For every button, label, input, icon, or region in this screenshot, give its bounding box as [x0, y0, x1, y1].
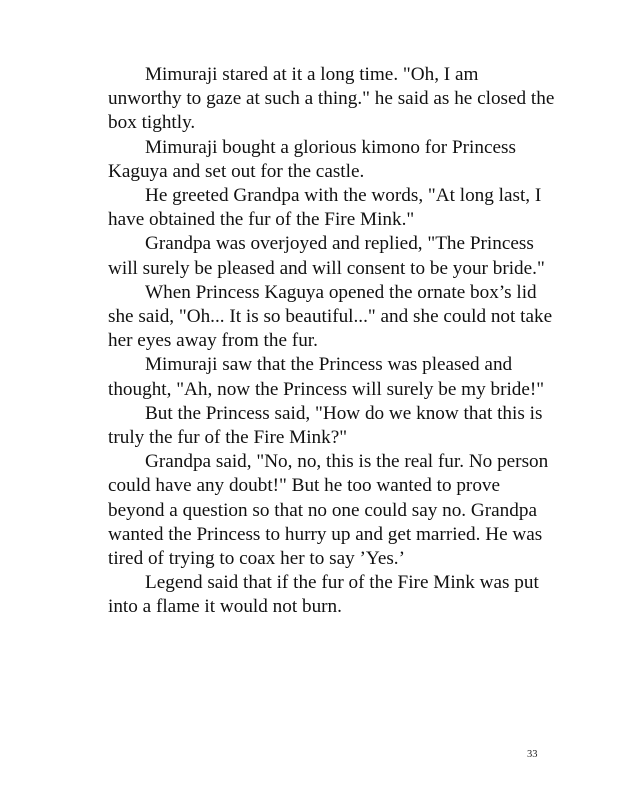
paragraph: Mimuraji stared at it a long time. "Oh, I am unworthy to gaze at such a thing." he said as he closed the box tightly.	[108, 64, 555, 134]
paragraph: But the Princess said, "How do we know that this is truly the fur of the Fire Mink?"	[108, 402, 543, 449]
page-number: 33	[527, 749, 538, 760]
paragraph: Legend said that if the fur of the Fire Mink was put into a flame it would not burn.	[108, 572, 539, 618]
paragraph: Mimuraji bought a glorious kimono for Princess Kaguya and set out for the castle.	[108, 136, 516, 182]
paragraph: Grandpa said, "No, no, this is the real fur. No person could have any doubt!" But he too wanted to prove beyond a question so that no one could say no. Grandpa wanted the Princess to hurry up and get married. He was tired of trying to coax her to say ’Yes.’	[108, 451, 549, 570]
paragraph: Mimuraji saw that the Princess was pleased and thought, "Ah, now the Princess will surely be my bride!"	[108, 354, 545, 400]
paragraph: When Princess Kaguya opened the ornate box’s lid she said, "Oh... It is so beautiful..." and she could not take her eyes away from the fur.	[108, 281, 553, 352]
paragraph: He greeted Grandpa with the words, "At long last, I have obtained the fur of the Fire Mink."	[108, 185, 542, 231]
paragraph: Grandpa was overjoyed and replied, "The Princess will surely be pleased and will consent to be your bride."	[108, 233, 545, 279]
story-text	[108, 63, 556, 620]
